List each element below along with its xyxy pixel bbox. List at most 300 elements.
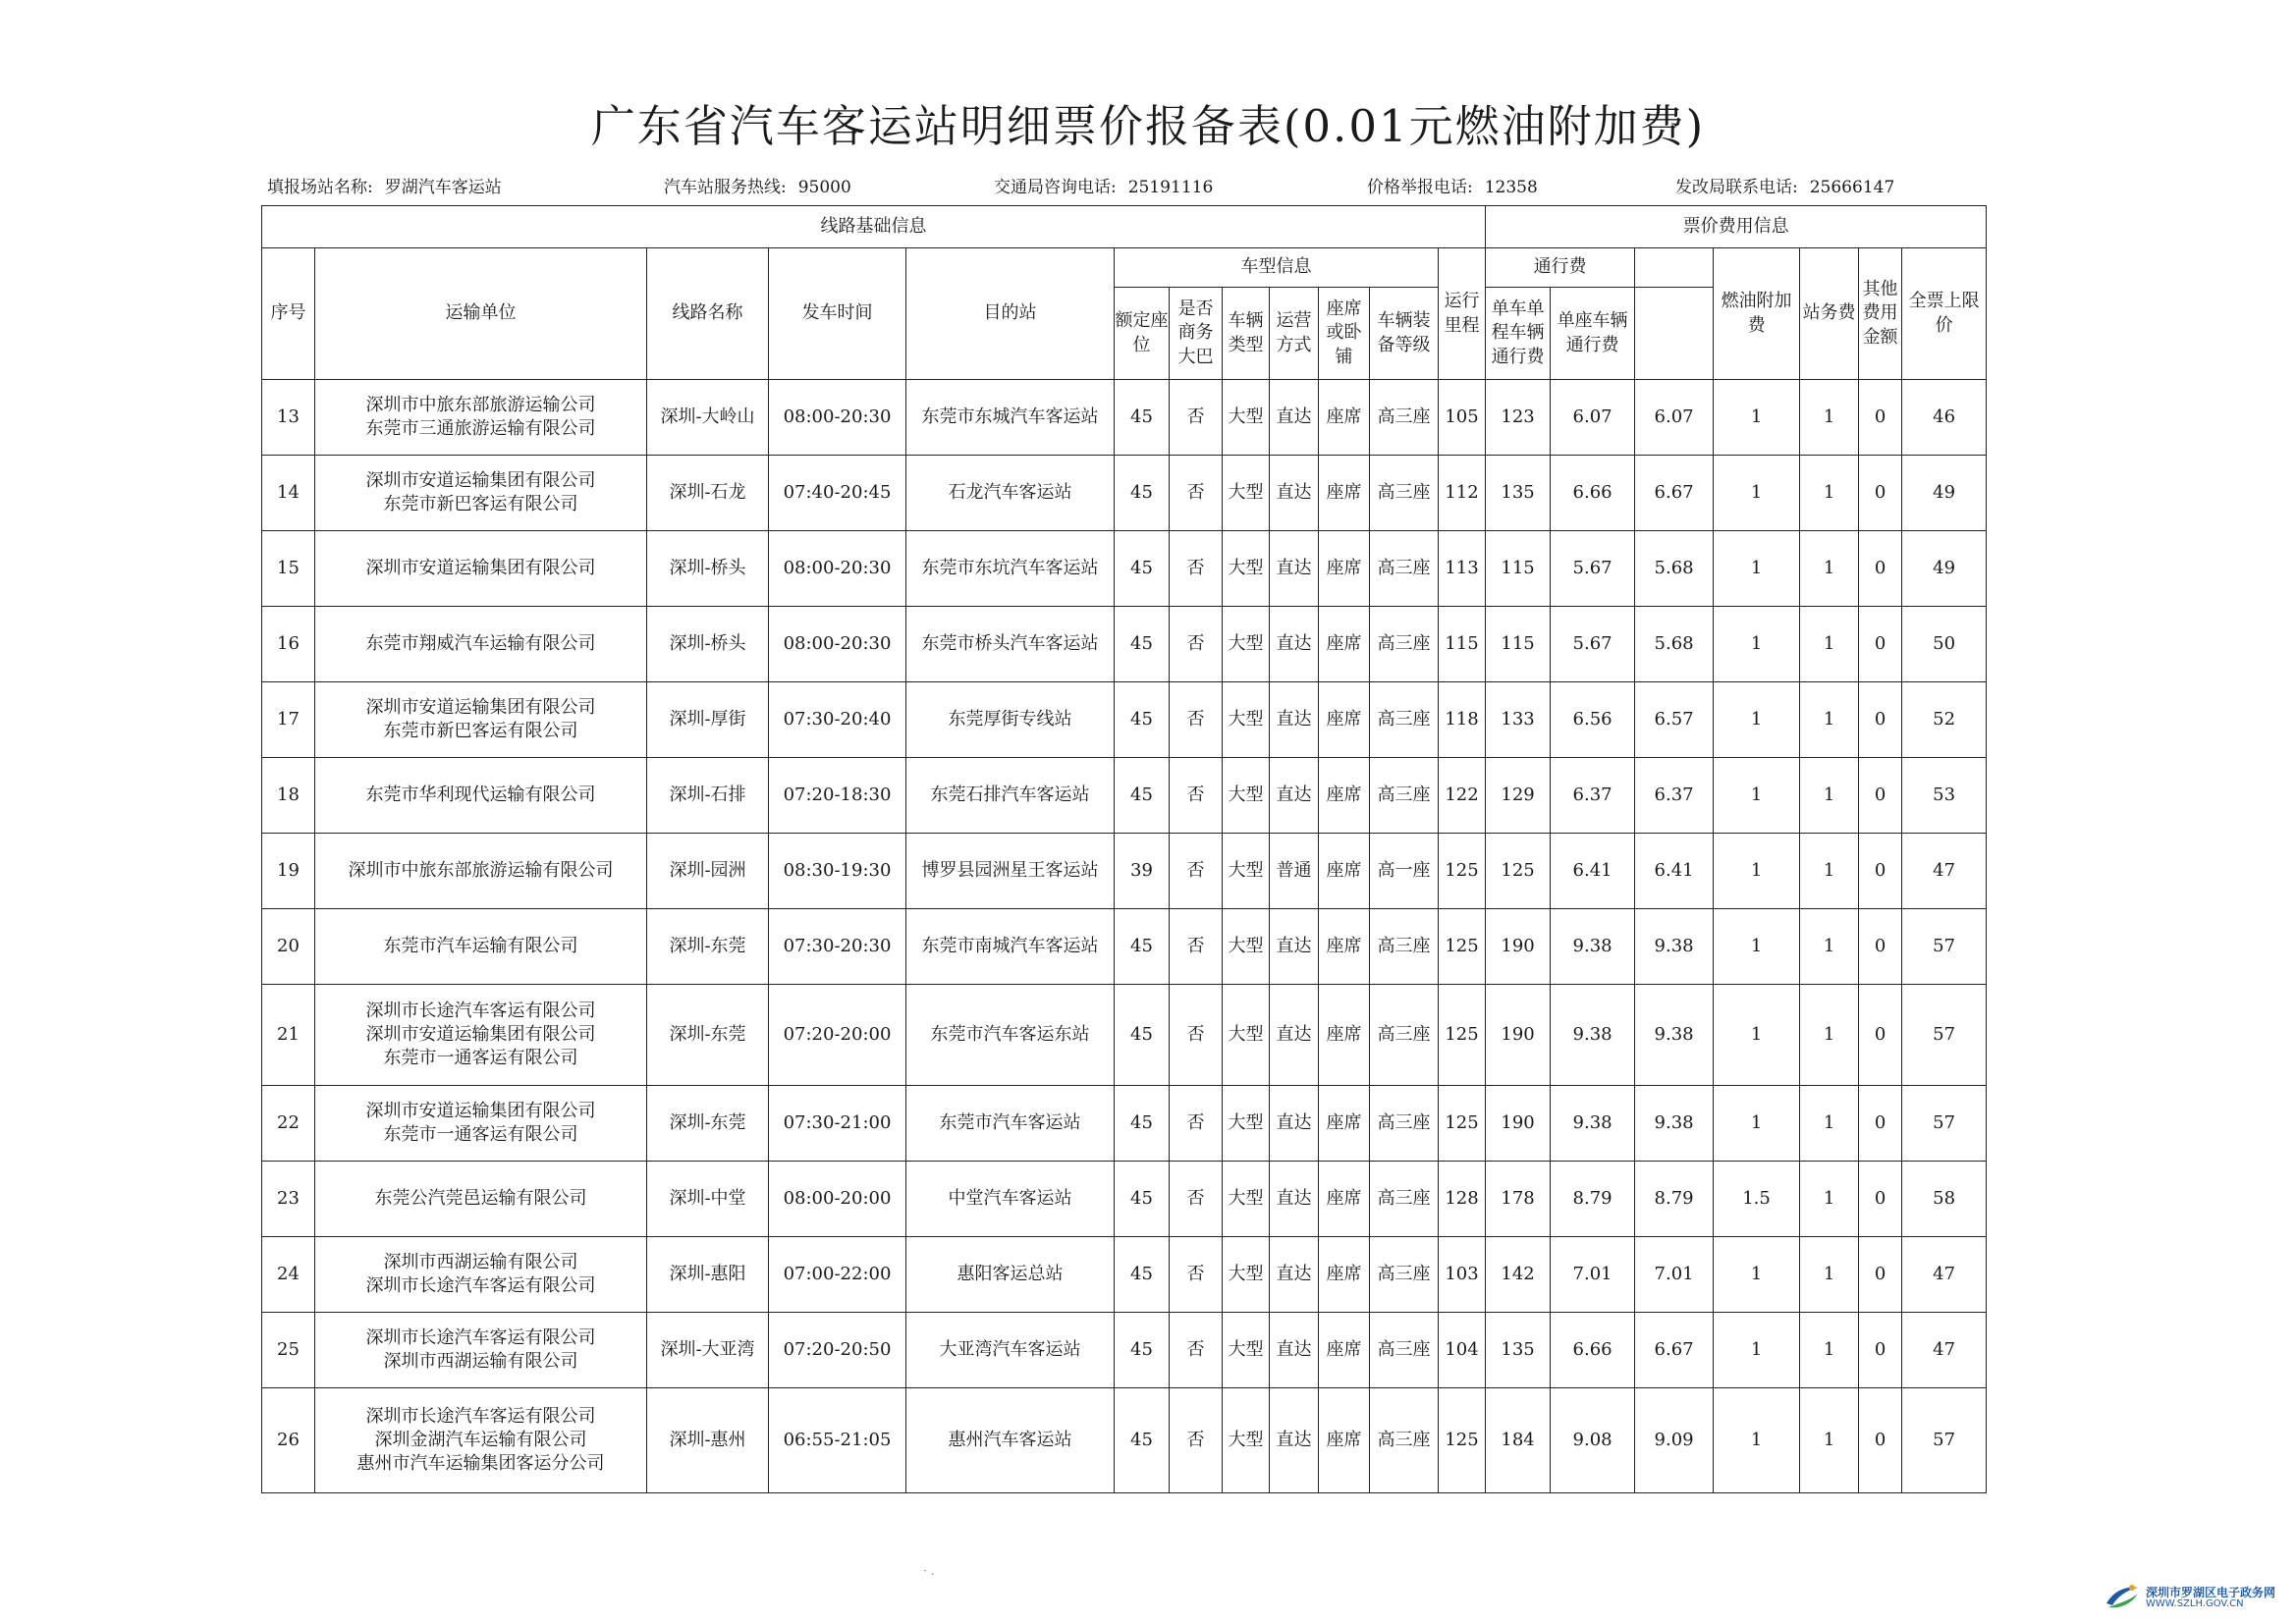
company-cell [315,1086,647,1162]
depart-cell: 07:40-20:45 [769,456,906,531]
header-limit-price: 全票上限价 [1902,248,1987,380]
toll-single-cell: 125 [1486,834,1551,909]
station-fee-cell: 1 [1800,682,1859,758]
seq-cell: 25 [262,1313,315,1388]
other-fee-cell: 0 [1859,380,1902,456]
depart-cell: 07:30-20:40 [769,682,906,758]
mode-cell: 直达 [1270,909,1319,985]
berth-cell: 座席 [1319,380,1370,456]
route-cell: 深圳-东莞 [647,1086,769,1162]
other-fee-cell: 0 [1859,1162,1902,1237]
station-fee-cell: 1 [1800,1237,1859,1313]
mode-cell: 直达 [1270,531,1319,607]
station-fee-cell: 1 [1800,380,1859,456]
seats-cell: 45 [1115,380,1170,456]
seats-cell: 45 [1115,456,1170,531]
info-ndrc-phone [1675,173,1894,197]
limit-price-cell: 58 [1902,1162,1987,1237]
company-line: 深圳市西湖运输有限公司 [383,1251,578,1272]
fuel-cell: 1 [1714,607,1800,682]
business-cell: 否 [1170,1237,1223,1313]
toll-seat-cell: 6.37 [1551,758,1635,834]
limit-price-cell: 50 [1902,607,1987,682]
header-grade: 车辆装备等级 [1370,288,1439,380]
route-cell: 深圳-大岭山 [647,380,769,456]
other-fee-cell: 0 [1859,1237,1902,1313]
berth-cell: 座席 [1319,834,1370,909]
mode-cell: 直达 [1270,1162,1319,1237]
dest-cell: 东莞市东城汽车客运站 [906,380,1115,456]
blank-value-cell: 7.01 [1635,1237,1714,1313]
toll-seat-cell: 5.67 [1551,607,1635,682]
toll-seat-cell: 9.08 [1551,1388,1635,1493]
vehicle-type-cell: 大型 [1223,985,1270,1086]
company-line: 东莞市三通旅游运输有限公司 [365,418,596,439]
fuel-cell: 1 [1714,834,1800,909]
depart-cell: 07:30-21:00 [769,1086,906,1162]
grade-cell: 高三座 [1370,1086,1439,1162]
blank-value-cell: 9.38 [1635,909,1714,985]
berth-cell: 座席 [1319,1237,1370,1313]
toll-single-cell: 178 [1486,1162,1551,1237]
seq-cell: 21 [262,985,315,1086]
depart-cell: 07:00-22:00 [769,1237,906,1313]
seats-cell: 45 [1115,1086,1170,1162]
business-cell: 否 [1170,607,1223,682]
grade-cell: 高三座 [1370,1162,1439,1237]
company-line: 惠州市汽车运输集团客运分公司 [356,1453,605,1475]
table-row [262,834,1987,909]
header-mode: 运营方式 [1270,288,1319,380]
dest-cell: 大亚湾汽车客运站 [906,1313,1115,1388]
company-line: 深圳市长途汽车客运有限公司 [365,1405,596,1427]
other-fee-cell: 0 [1859,1388,1902,1493]
limit-price-cell: 53 [1902,758,1987,834]
fare-table [261,205,1987,1493]
seq-cell: 16 [262,607,315,682]
seq-cell: 13 [262,380,315,456]
route-cell: 深圳-厚街 [647,682,769,758]
depart-cell: 06:55-21:05 [769,1388,906,1493]
table-row [262,380,1987,456]
limit-price-cell: 49 [1902,456,1987,531]
table-row [262,1162,1987,1237]
berth-cell: 座席 [1319,909,1370,985]
fuel-cell: 1 [1714,985,1800,1086]
fuel-cell: 1 [1714,758,1800,834]
station-fee-cell: 1 [1800,834,1859,909]
table-row [262,1086,1987,1162]
mode-cell: 直达 [1270,758,1319,834]
header-company: 运输单位 [315,248,647,380]
vehicle-type-cell: 大型 [1223,456,1270,531]
depart-cell: 07:20-20:50 [769,1313,906,1388]
company-line: 深圳市中旅东部旅游运输公司 [365,394,596,415]
station-fee-cell: 1 [1800,1162,1859,1237]
berth-cell: 座席 [1319,1313,1370,1388]
blank-value-cell: 9.38 [1635,1086,1714,1162]
company-cell [315,380,647,456]
toll-single-cell: 190 [1486,909,1551,985]
berth-cell: 座席 [1319,1086,1370,1162]
business-cell: 否 [1170,758,1223,834]
dest-cell: 博罗县园洲星王客运站 [906,834,1115,909]
dest-cell: 东莞市东坑汽车客运站 [906,531,1115,607]
info-label: 交通局咨询电话: [994,178,1117,197]
other-fee-cell: 0 [1859,607,1902,682]
blank-value-cell: 6.41 [1635,834,1714,909]
mode-cell: 直达 [1270,607,1319,682]
seq-cell: 18 [262,758,315,834]
table-row [262,1388,1987,1493]
company-line: 深圳金湖汽车运输有限公司 [374,1429,587,1450]
toll-seat-cell: 6.07 [1551,380,1635,456]
route-cell: 深圳-东莞 [647,909,769,985]
seq-cell: 19 [262,834,315,909]
toll-seat-cell: 6.41 [1551,834,1635,909]
fuel-cell: 1 [1714,531,1800,607]
dest-cell: 东莞石排汽车客运站 [906,758,1115,834]
other-fee-cell: 0 [1859,531,1902,607]
company-cell [315,1388,647,1493]
table-row [262,1313,1987,1388]
seats-cell: 45 [1115,682,1170,758]
company-line: 东莞市一通客运有限公司 [383,1124,578,1145]
mode-cell: 直达 [1270,985,1319,1086]
seats-cell: 45 [1115,1162,1170,1237]
toll-single-cell: 115 [1486,531,1551,607]
table-row [262,607,1987,682]
berth-cell: 座席 [1319,1162,1370,1237]
company-line: 东莞市新巴客运有限公司 [383,721,578,741]
depart-cell: 08:00-20:30 [769,607,906,682]
header-mileage: 运行里程 [1439,248,1486,380]
dest-cell: 东莞市桥头汽车客运站 [906,607,1115,682]
business-cell: 否 [1170,985,1223,1086]
business-cell: 否 [1170,682,1223,758]
company-line: 深圳市安道运输集团有限公司 [365,1023,596,1045]
header-other-fee: 其他费用金额 [1859,248,1902,380]
company-cell [315,1237,647,1313]
header-fare-info: 票价费用信息 [1486,206,1987,248]
fuel-cell: 1 [1714,1388,1800,1493]
seq-cell: 24 [262,1237,315,1313]
mode-cell: 直达 [1270,456,1319,531]
toll-single-cell: 115 [1486,607,1551,682]
header-seats: 额定座位 [1115,288,1170,380]
swoosh-logo-icon [2105,1582,2140,1615]
mode-cell: 直达 [1270,1388,1319,1493]
company-cell [315,682,647,758]
table-row [262,531,1987,607]
company-line: 东莞市一通客运有限公司 [383,1048,578,1069]
limit-price-cell: 47 [1902,1313,1987,1388]
berth-cell: 座席 [1319,531,1370,607]
toll-seat-cell: 9.38 [1551,1086,1635,1162]
grade-cell: 高三座 [1370,758,1439,834]
header-route-info: 线路基础信息 [262,206,1486,248]
station-fee-cell: 1 [1800,758,1859,834]
page-title: 广东省汽车客运站明细票价报备表(0.01元燃油附加费) [590,100,1706,152]
seats-cell: 45 [1115,758,1170,834]
other-fee-cell: 0 [1859,682,1902,758]
grade-cell: 高三座 [1370,1313,1439,1388]
business-cell: 否 [1170,1388,1223,1493]
toll-single-cell: 190 [1486,1086,1551,1162]
info-value: 25191116 [1127,178,1214,197]
station-fee-cell: 1 [1800,1313,1859,1388]
header-fuel: 燃油附加费 [1714,248,1800,380]
company-cell [315,1162,647,1237]
seq-cell: 22 [262,1086,315,1162]
company-line: 深圳市中旅东部旅游运输有限公司 [348,859,614,881]
business-cell: 否 [1170,909,1223,985]
info-hotline [664,173,851,197]
limit-price-cell: 46 [1902,380,1987,456]
company-line: 东莞市汽车运输有限公司 [383,935,578,956]
company-cell [315,834,647,909]
company-cell [315,531,647,607]
vehicle-type-cell: 大型 [1223,758,1270,834]
grade-cell: 高一座 [1370,834,1439,909]
header-business: 是否商务大巴 [1170,288,1223,380]
company-line: 东莞市新巴客运有限公司 [383,494,578,514]
header-route: 线路名称 [647,248,769,380]
company-line: 东莞市华利现代运输有限公司 [365,784,596,805]
berth-cell: 座席 [1319,607,1370,682]
blank-value-cell: 9.09 [1635,1388,1714,1493]
seats-cell: 45 [1115,531,1170,607]
info-value: 25666147 [1809,178,1895,197]
blank-value-cell: 6.67 [1635,456,1714,531]
berth-cell: 座席 [1319,682,1370,758]
mileage-cell: 103 [1439,1237,1486,1313]
toll-single-cell: 135 [1486,1313,1551,1388]
mileage-cell: 122 [1439,758,1486,834]
grade-cell: 高三座 [1370,682,1439,758]
other-fee-cell: 0 [1859,1313,1902,1388]
mode-cell: 直达 [1270,682,1319,758]
station-fee-cell: 1 [1800,985,1859,1086]
header-station-fee: 站务费 [1800,248,1859,380]
info-value: 12358 [1484,178,1538,197]
company-line: 深圳市西湖运输有限公司 [383,1351,578,1372]
grade-cell: 高三座 [1370,380,1439,456]
fuel-cell: 1 [1714,682,1800,758]
table-row [262,1237,1987,1313]
limit-price-cell: 47 [1902,834,1987,909]
toll-single-cell: 142 [1486,1237,1551,1313]
mode-cell: 直达 [1270,1313,1319,1388]
seq-cell: 15 [262,531,315,607]
company-cell [315,456,647,531]
grade-cell: 高三座 [1370,531,1439,607]
company-line: 深圳市安道运输集团有限公司 [365,1100,596,1121]
route-cell: 深圳-惠阳 [647,1237,769,1313]
berth-cell: 座席 [1319,1388,1370,1493]
fuel-cell: 1 [1714,380,1800,456]
mileage-cell: 128 [1439,1162,1486,1237]
blank-value-cell: 6.67 [1635,1313,1714,1388]
blank-value-cell: 5.68 [1635,607,1714,682]
company-line: 深圳市安道运输集团有限公司 [365,696,596,718]
other-fee-cell: 0 [1859,1086,1902,1162]
toll-single-cell: 135 [1486,456,1551,531]
table-row [262,456,1987,531]
station-fee-cell: 1 [1800,909,1859,985]
station-fee-cell: 1 [1800,456,1859,531]
toll-seat-cell: 7.01 [1551,1237,1635,1313]
dest-cell: 东莞市汽车客运东站 [906,985,1115,1086]
route-cell: 深圳-惠州 [647,1388,769,1493]
other-fee-cell: 0 [1859,909,1902,985]
blank-value-cell: 9.38 [1635,985,1714,1086]
table-row [262,682,1987,758]
route-cell: 深圳-石排 [647,758,769,834]
fuel-cell: 1 [1714,1313,1800,1388]
dest-cell: 中堂汽车客运站 [906,1162,1115,1237]
header-toll-seat: 单座车辆通行费 [1551,288,1635,380]
seats-cell: 45 [1115,607,1170,682]
info-label: 填报场站名称: [267,178,373,197]
other-fee-cell: 0 [1859,985,1902,1086]
header-dest: 目的站 [906,248,1115,380]
seats-cell: 45 [1115,1388,1170,1493]
toll-single-cell: 133 [1486,682,1551,758]
toll-seat-cell: 6.66 [1551,1313,1635,1388]
grade-cell: 高三座 [1370,1237,1439,1313]
grade-cell: 高三座 [1370,985,1439,1086]
mileage-cell: 115 [1439,607,1486,682]
header-toll-blank [1635,248,1714,288]
grade-cell: 高三座 [1370,456,1439,531]
station-fee-cell: 1 [1800,607,1859,682]
fuel-cell: 1 [1714,456,1800,531]
limit-price-cell: 52 [1902,682,1987,758]
mileage-cell: 118 [1439,682,1486,758]
toll-single-cell: 123 [1486,380,1551,456]
business-cell: 否 [1170,531,1223,607]
grade-cell: 高三座 [1370,909,1439,985]
mode-cell: 直达 [1270,380,1319,456]
info-transport-phone [994,173,1213,197]
vehicle-type-cell: 大型 [1223,1162,1270,1237]
company-line: 深圳市安道运输集团有限公司 [365,469,596,491]
limit-price-cell: 57 [1902,1388,1987,1493]
business-cell: 否 [1170,380,1223,456]
seats-cell: 45 [1115,909,1170,985]
mileage-cell: 105 [1439,380,1486,456]
info-value: 95000 [797,178,851,197]
header-vehicle-info: 车型信息 [1115,248,1439,288]
mileage-cell: 125 [1439,1086,1486,1162]
depart-cell: 07:20-20:00 [769,985,906,1086]
station-fee-cell: 1 [1800,1086,1859,1162]
company-cell [315,909,647,985]
scan-speck: · . [923,1564,935,1578]
depart-cell: 07:20-18:30 [769,758,906,834]
fuel-cell: 1.5 [1714,1162,1800,1237]
header-seq: 序号 [262,248,315,380]
business-cell: 否 [1170,1086,1223,1162]
limit-price-cell: 47 [1902,1237,1987,1313]
limit-price-cell: 57 [1902,1086,1987,1162]
route-cell: 深圳-桥头 [647,607,769,682]
depart-cell: 08:00-20:30 [769,531,906,607]
vehicle-type-cell: 大型 [1223,1313,1270,1388]
mode-cell: 直达 [1270,1237,1319,1313]
mileage-cell: 125 [1439,985,1486,1086]
limit-price-cell: 49 [1902,531,1987,607]
route-cell: 深圳-大亚湾 [647,1313,769,1388]
business-cell: 否 [1170,834,1223,909]
vehicle-type-cell: 大型 [1223,1086,1270,1162]
blank-value-cell: 8.79 [1635,1162,1714,1237]
toll-single-cell: 190 [1486,985,1551,1086]
company-cell [315,1313,647,1388]
table-row [262,985,1987,1086]
toll-seat-cell: 9.38 [1551,909,1635,985]
business-cell: 否 [1170,456,1223,531]
toll-seat-cell: 9.38 [1551,985,1635,1086]
dest-cell: 东莞市南城汽车客运站 [906,909,1115,985]
toll-seat-cell: 8.79 [1551,1162,1635,1237]
seats-cell: 45 [1115,985,1170,1086]
fare-table-body [262,380,1987,1493]
berth-cell: 座席 [1319,985,1370,1086]
depart-cell: 08:00-20:00 [769,1162,906,1237]
berth-cell: 座席 [1319,456,1370,531]
depart-cell: 08:30-19:30 [769,834,906,909]
vehicle-type-cell: 大型 [1223,607,1270,682]
seq-cell: 26 [262,1388,315,1493]
fuel-cell: 1 [1714,1086,1800,1162]
toll-single-cell: 129 [1486,758,1551,834]
toll-seat-cell: 6.66 [1551,456,1635,531]
company-cell [315,607,647,682]
info-value: 罗湖汽车客运站 [384,178,502,197]
toll-seat-cell: 5.67 [1551,531,1635,607]
seq-cell: 23 [262,1162,315,1237]
company-line: 东莞公汽莞邑运输有限公司 [374,1187,587,1209]
vehicle-type-cell: 大型 [1223,1388,1270,1493]
dest-cell: 东莞厚街专线站 [906,682,1115,758]
depart-cell: 07:30-20:30 [769,909,906,985]
header-berth: 座席或卧铺 [1319,288,1370,380]
info-label: 发改局联系电话: [1675,178,1798,197]
seats-cell: 39 [1115,834,1170,909]
header-depart: 发车时间 [769,248,906,380]
blank-value-cell: 6.57 [1635,682,1714,758]
header-toll: 通行费 [1486,248,1635,288]
vehicle-type-cell: 大型 [1223,834,1270,909]
business-cell: 否 [1170,1313,1223,1388]
route-cell: 深圳-东莞 [647,985,769,1086]
company-line: 深圳市长途汽车客运有限公司 [365,1000,596,1021]
depart-cell: 08:00-20:30 [769,380,906,456]
company-line: 东莞市翔威汽车运输有限公司 [365,632,596,654]
route-cell: 深圳-石龙 [647,456,769,531]
seq-cell: 17 [262,682,315,758]
vehicle-type-cell: 大型 [1223,682,1270,758]
table-row [262,909,1987,985]
blank-value-cell: 6.37 [1635,758,1714,834]
info-price-report-phone [1367,173,1538,197]
berth-cell: 座席 [1319,758,1370,834]
company-line: 深圳市安道运输集团有限公司 [365,557,596,578]
header-blank [1635,288,1714,380]
mileage-cell: 112 [1439,456,1486,531]
